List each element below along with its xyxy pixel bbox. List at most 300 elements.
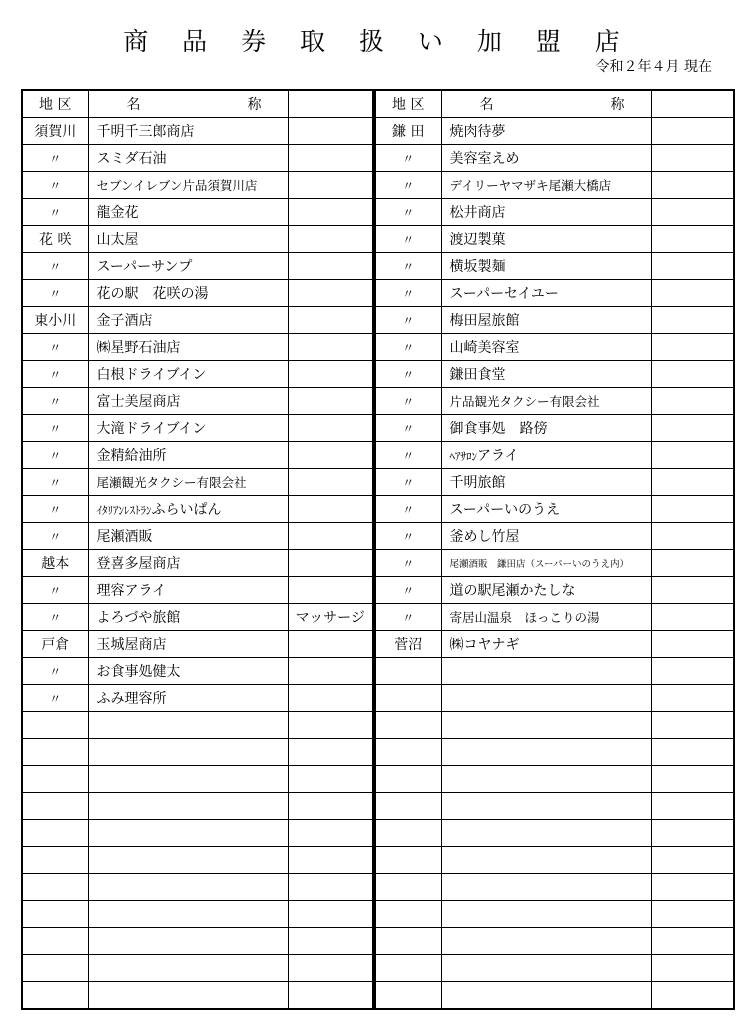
store-name: 龍金花 (96, 205, 139, 221)
store-name: 白根ドライブイン (96, 367, 207, 383)
table-row (22, 982, 373, 1010)
area-cell (375, 955, 441, 982)
note-cell (651, 334, 734, 361)
note-cell (651, 226, 734, 253)
store-name: 理容アライ (96, 583, 167, 599)
store-name: 道の駅尾瀬かたしな (449, 583, 576, 599)
note-cell (288, 820, 373, 847)
store-name: 鎌田食堂 (449, 367, 506, 383)
store-name-cell (441, 550, 651, 577)
store-name-cell (88, 577, 288, 604)
note-cell (651, 415, 734, 442)
note-cell (651, 442, 734, 469)
store-name-cell (441, 955, 651, 982)
store-name-cell (441, 145, 651, 172)
store-name-cell (88, 523, 288, 550)
header-name (88, 90, 288, 118)
area-cell: 〃 (375, 199, 441, 226)
store-name-cell (88, 199, 288, 226)
area-cell: 〃 (22, 334, 88, 361)
area-cell: 〃 (375, 226, 441, 253)
note-cell (651, 145, 734, 172)
store-name: スーパーセイユー (449, 286, 559, 302)
area-cell: 〃 (375, 388, 441, 415)
store-name-prefix: ｲﾀﾘｱﾝﾚｽﾄﾗﾝ (96, 504, 152, 517)
area-cell (375, 820, 441, 847)
area-cell: 〃 (22, 388, 88, 415)
store-name: お食事処健太 (96, 664, 181, 680)
page-title: 商 品 券 取 扱 い 加 盟 店 (123, 27, 633, 56)
table-row (375, 982, 734, 1010)
store-name-cell (88, 766, 288, 793)
store-name: 金精給油所 (96, 448, 167, 464)
note-cell (288, 388, 373, 415)
table-row (22, 577, 373, 604)
note-cell (651, 172, 734, 199)
table-row (22, 550, 373, 577)
area-cell (375, 793, 441, 820)
note-cell (288, 118, 373, 145)
area-cell: 〃 (22, 442, 88, 469)
store-name: 焼肉待夢 (449, 124, 506, 140)
table-row (375, 442, 734, 469)
store-name-cell (88, 847, 288, 874)
table-row (375, 874, 734, 901)
area-cell: 〃 (375, 334, 441, 361)
table-row (375, 334, 734, 361)
store-name-cell (441, 442, 651, 469)
store-name-cell (441, 847, 651, 874)
store-name-cell (441, 361, 651, 388)
store-name: 玉城屋商店 (96, 637, 167, 653)
note-cell (288, 307, 373, 334)
table-row (22, 604, 373, 631)
table-row (375, 955, 734, 982)
area-cell: 〃 (22, 658, 88, 685)
table-row (375, 847, 734, 874)
table-row (375, 901, 734, 928)
area-cell: 〃 (375, 604, 441, 631)
store-name: よろづや旅館 (96, 610, 181, 626)
store-name: 渡辺製菓 (449, 232, 506, 248)
area-cell (375, 712, 441, 739)
note-cell (651, 874, 734, 901)
store-name: ふみ理容所 (96, 691, 167, 707)
note-cell (651, 739, 734, 766)
table-row (375, 577, 734, 604)
header-name (441, 90, 651, 118)
note-cell (651, 982, 734, 1010)
area-cell: 〃 (22, 685, 88, 712)
note-cell (288, 550, 373, 577)
header-name-second: 称 (610, 97, 625, 113)
area-cell: 〃 (22, 199, 88, 226)
store-name-cell (88, 226, 288, 253)
store-name: 花の駅 花咲の湯 (96, 286, 209, 302)
store-name-cell (441, 388, 651, 415)
store-name-cell (88, 307, 288, 334)
area-cell: 〃 (22, 172, 88, 199)
table-row (22, 226, 373, 253)
store-name-cell (441, 307, 651, 334)
table-row (375, 523, 734, 550)
note-cell (288, 766, 373, 793)
table-header (375, 90, 734, 118)
note-cell (288, 442, 373, 469)
note-cell (288, 874, 373, 901)
note-cell (288, 415, 373, 442)
table-row (375, 145, 734, 172)
note-cell (651, 496, 734, 523)
note-cell (288, 199, 373, 226)
store-name-cell (441, 712, 651, 739)
as-of-date: 令和２年４月 現在 (595, 59, 712, 75)
note-cell (288, 658, 373, 685)
table-row (22, 685, 373, 712)
note-cell (288, 955, 373, 982)
note-cell (651, 793, 734, 820)
area-cell (22, 820, 88, 847)
area-cell: 〃 (22, 415, 88, 442)
store-name-cell (88, 712, 288, 739)
note-cell (288, 793, 373, 820)
area-cell: 〃 (375, 523, 441, 550)
note-cell (288, 226, 373, 253)
table-row (22, 847, 373, 874)
store-name-cell (88, 118, 288, 145)
store-name-cell (88, 901, 288, 928)
table-row (22, 955, 373, 982)
note-cell (651, 901, 734, 928)
table-row (22, 712, 373, 739)
table-row (375, 388, 734, 415)
store-name: スミダ石油 (96, 151, 167, 167)
note-cell (651, 712, 734, 739)
table-row (375, 928, 734, 955)
store-name-cell (441, 982, 651, 1010)
store-name-cell (441, 766, 651, 793)
header-name-first: 名 (479, 97, 494, 113)
table-row (22, 469, 373, 496)
store-name: 美容室えめ (449, 151, 520, 167)
note-cell (651, 847, 734, 874)
area-cell (375, 982, 441, 1010)
note-cell (651, 955, 734, 982)
area-cell: 〃 (22, 253, 88, 280)
area-cell: 花 咲 (22, 226, 88, 253)
table-row (22, 118, 373, 145)
store-name-cell (88, 658, 288, 685)
note-cell (288, 847, 373, 874)
store-name-cell (88, 955, 288, 982)
table-row (375, 469, 734, 496)
area-cell: 〃 (375, 469, 441, 496)
member-stores-table-right (374, 89, 735, 1010)
table-row (22, 820, 373, 847)
store-name-cell (88, 793, 288, 820)
table-row (22, 901, 373, 928)
note-cell (651, 928, 734, 955)
note-cell (651, 199, 734, 226)
table-row (375, 685, 734, 712)
area-cell: 〃 (375, 442, 441, 469)
area-cell (375, 874, 441, 901)
store-name-cell (88, 280, 288, 307)
note-cell (651, 361, 734, 388)
area-cell (22, 901, 88, 928)
area-cell: 須賀川 (22, 118, 88, 145)
area-cell: 〃 (375, 496, 441, 523)
store-name: スーパーいのうえ (449, 502, 561, 518)
area-cell: 〃 (22, 523, 88, 550)
note-cell (288, 739, 373, 766)
area-cell: 戸倉 (22, 631, 88, 658)
note-cell (651, 631, 734, 658)
table-row (22, 172, 373, 199)
store-name-cell (88, 388, 288, 415)
table-row (22, 388, 373, 415)
store-name-cell (88, 550, 288, 577)
store-name-cell (441, 739, 651, 766)
table-row (375, 253, 734, 280)
table-row (375, 172, 734, 199)
table-row (375, 712, 734, 739)
table-row (22, 280, 373, 307)
note-cell (651, 307, 734, 334)
note-cell (288, 253, 373, 280)
header-note (651, 90, 734, 118)
header-note (288, 90, 373, 118)
store-name: 片品観光タクシー有限会社 (449, 394, 600, 409)
table-row (22, 874, 373, 901)
store-name: 山崎美容室 (449, 340, 520, 356)
store-name-cell (88, 334, 288, 361)
area-cell (375, 901, 441, 928)
table-row (22, 739, 373, 766)
store-name-cell (88, 685, 288, 712)
store-name-cell (441, 469, 651, 496)
area-cell (22, 955, 88, 982)
area-cell (375, 766, 441, 793)
table-row (375, 766, 734, 793)
table-row (375, 199, 734, 226)
header-name-second: 称 (247, 97, 262, 113)
area-cell: 〃 (375, 361, 441, 388)
store-name-cell (441, 874, 651, 901)
table-row (22, 766, 373, 793)
store-name-cell (88, 496, 288, 523)
note-cell: マッサージ (288, 604, 373, 631)
note-cell (288, 982, 373, 1010)
area-cell: 〃 (22, 604, 88, 631)
store-name: ㈱星野石油店 (96, 340, 181, 356)
table-row (22, 442, 373, 469)
header-name-first: 名 (126, 97, 141, 113)
area-cell (22, 739, 88, 766)
store-name: 登喜多屋商店 (96, 556, 181, 572)
store-name-cell (441, 253, 651, 280)
store-name-cell (88, 928, 288, 955)
store-name-cell (441, 685, 651, 712)
table-row (22, 334, 373, 361)
store-name: 御食事処 路傍 (449, 421, 548, 437)
note-cell (288, 172, 373, 199)
note-cell (288, 361, 373, 388)
area-cell (375, 847, 441, 874)
note-cell (651, 550, 734, 577)
note-cell (651, 604, 734, 631)
area-cell (22, 793, 88, 820)
note-cell (288, 928, 373, 955)
header-area: 地 区 (22, 90, 88, 118)
area-cell: 〃 (375, 415, 441, 442)
area-cell: 〃 (22, 145, 88, 172)
area-cell: 鎌 田 (375, 118, 441, 145)
note-cell (288, 685, 373, 712)
table-row (375, 118, 734, 145)
table-row (22, 415, 373, 442)
note-cell (288, 631, 373, 658)
store-name-cell (441, 793, 651, 820)
store-name-cell (88, 631, 288, 658)
table-row (22, 658, 373, 685)
area-cell (22, 847, 88, 874)
note-cell (651, 388, 734, 415)
table-row (375, 604, 734, 631)
area-cell: 〃 (375, 172, 441, 199)
area-cell (22, 928, 88, 955)
store-name-small: 尾瀬酒販 鎌田店（スーパーいのうえ内） (449, 559, 630, 570)
store-name: 大滝ドライブイン (96, 421, 207, 437)
table-row (22, 793, 373, 820)
store-name-cell (88, 604, 288, 631)
table-row (375, 631, 734, 658)
table-row (22, 199, 373, 226)
table-row (375, 550, 734, 577)
table-row (22, 145, 373, 172)
store-name-cell (441, 118, 651, 145)
store-name-cell (441, 604, 651, 631)
area-cell: 東小川 (22, 307, 88, 334)
note-cell (651, 253, 734, 280)
store-name-cell (441, 658, 651, 685)
area-cell: 〃 (22, 577, 88, 604)
store-name-cell (441, 523, 651, 550)
store-name: スーパーサンプ (96, 259, 193, 275)
store-name-cell (88, 874, 288, 901)
table-row (22, 361, 373, 388)
store-name-cell (441, 820, 651, 847)
store-name: セブンイレブン片品須賀川店 (96, 178, 258, 193)
table-row (22, 928, 373, 955)
store-name-prefix: ﾍｱｻﾛﾝ (449, 450, 477, 463)
table-row (375, 739, 734, 766)
store-name: 千明旅館 (449, 475, 506, 491)
area-cell (22, 766, 88, 793)
store-name: 尾瀬酒販 (96, 529, 153, 545)
note-cell (651, 685, 734, 712)
store-name-cell (441, 577, 651, 604)
area-cell (375, 685, 441, 712)
table-row (22, 631, 373, 658)
area-cell: 〃 (375, 307, 441, 334)
area-cell: 〃 (22, 469, 88, 496)
store-name-cell (88, 982, 288, 1010)
area-cell: 〃 (22, 280, 88, 307)
table-row (375, 226, 734, 253)
note-cell (288, 712, 373, 739)
store-name-cell (441, 199, 651, 226)
store-name-cell (88, 145, 288, 172)
note-cell (651, 118, 734, 145)
note-cell (288, 577, 373, 604)
store-name: 富士美屋商店 (96, 394, 181, 410)
store-name-cell (441, 415, 651, 442)
area-cell (375, 739, 441, 766)
table-row (22, 496, 373, 523)
store-name: 尾瀬観光タクシー有限会社 (96, 475, 247, 490)
store-name-cell (441, 496, 651, 523)
note-cell (651, 658, 734, 685)
area-cell: 〃 (375, 145, 441, 172)
store-name-cell (88, 415, 288, 442)
note-cell (651, 766, 734, 793)
store-name-cell (441, 334, 651, 361)
store-name: 松井商店 (449, 205, 506, 221)
area-cell: 〃 (375, 280, 441, 307)
store-name: ふらいぱん (151, 502, 222, 518)
store-name: 山太屋 (96, 232, 139, 248)
table-row (22, 307, 373, 334)
table-row (375, 280, 734, 307)
table-row (375, 415, 734, 442)
store-name: 金子酒店 (96, 313, 153, 329)
table-row (375, 820, 734, 847)
table-header (22, 90, 373, 118)
header-area: 地 区 (375, 90, 441, 118)
store-name-cell (88, 361, 288, 388)
table-row (375, 361, 734, 388)
note-cell (651, 820, 734, 847)
store-name: 梅田屋旅館 (449, 313, 520, 329)
store-name: 千明千三郎商店 (96, 124, 195, 140)
note-cell (651, 577, 734, 604)
note-cell (651, 469, 734, 496)
table-row (375, 793, 734, 820)
table-row (22, 523, 373, 550)
store-name: 釜めし竹屋 (449, 529, 520, 545)
area-cell (22, 874, 88, 901)
note-cell (288, 496, 373, 523)
note-cell (651, 280, 734, 307)
store-name-cell (88, 442, 288, 469)
note-cell (651, 523, 734, 550)
note-cell (288, 280, 373, 307)
store-name: デイリーヤマザキ尾瀬大橋店 (449, 178, 612, 193)
store-name-cell (88, 172, 288, 199)
store-name-cell (88, 820, 288, 847)
table-row (375, 496, 734, 523)
area-cell: 〃 (375, 253, 441, 280)
area-cell: 〃 (22, 361, 88, 388)
area-cell: 越本 (22, 550, 88, 577)
store-name: ㈱コヤナギ (449, 637, 520, 653)
area-cell: 〃 (22, 496, 88, 523)
store-name-cell (441, 631, 651, 658)
table-row (375, 307, 734, 334)
store-name-cell (441, 901, 651, 928)
store-name-cell (88, 253, 288, 280)
